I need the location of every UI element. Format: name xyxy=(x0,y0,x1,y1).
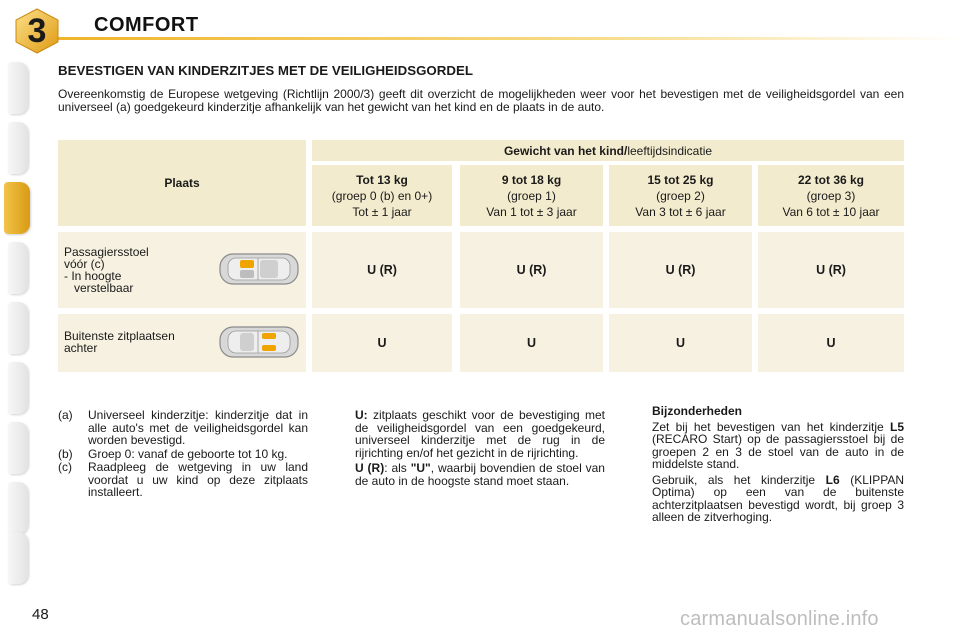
weight-header-normal: leeftijdsindicatie xyxy=(627,143,713,158)
weight-group: (groep 2) xyxy=(656,188,705,203)
chapter-badge xyxy=(14,8,60,54)
page-number: 48 xyxy=(32,606,49,623)
chapter-tab xyxy=(8,362,28,414)
row-label-line: Buitenste zitplaatsen xyxy=(64,329,175,343)
footnote-text: Groep 0: vanaf de geboorte tot 10 kg. xyxy=(88,446,288,461)
row-label-line: Passagiersstoel xyxy=(64,245,149,259)
particulars-term: L6 xyxy=(825,472,840,487)
chapter-tab xyxy=(8,302,28,354)
age-range: Tot ± 1 jaar xyxy=(352,204,412,219)
legend xyxy=(355,409,605,490)
footnote-text: Raadpleeg de wetgeving in uw land voordat u uw kind op deze zitplaats installeert. xyxy=(88,460,308,499)
car-seat-front-icon xyxy=(218,250,300,288)
watermark: carmanualsonline.info xyxy=(680,608,879,630)
row-label-line: achter xyxy=(64,341,98,355)
row-label xyxy=(64,246,149,294)
particulars xyxy=(652,405,904,527)
footnote xyxy=(58,448,308,461)
legend-term: U (R) xyxy=(355,461,385,475)
row-label-cell xyxy=(58,232,306,308)
age-range: Van 3 tot ± 6 jaar xyxy=(635,204,726,219)
table-cell xyxy=(758,314,904,372)
compatibility-value: U (R) xyxy=(665,263,696,277)
chapter-tab-active xyxy=(4,182,30,234)
chapter-tab xyxy=(8,122,28,174)
chapter-tab xyxy=(8,242,28,294)
particulars-text: (RECARO Start) op de passagiersstoel bij de groepen 2 en 3 de stoel van de auto in de middelste stand. xyxy=(652,432,904,471)
row-label-line: vóór (c) xyxy=(64,257,105,271)
legend-text: zitplaats geschikt voor de bevestiging met de veiligheidsgordel van een goedgekeurd, universeel kinderzitje met de rug in de rijrichting en/of het gezicht in de rijrichting. xyxy=(355,408,605,460)
place-header-cell xyxy=(58,140,306,226)
legend-text: : als xyxy=(384,461,411,475)
particulars-paragraph xyxy=(652,474,904,524)
footnote-text: Universeel kinderzitje: kinderzitje dat in alle auto's met de veiligheidsgordel kan worden bevestigd. xyxy=(88,408,308,447)
legend-term: U: xyxy=(355,408,368,422)
table-cell xyxy=(312,232,452,308)
car-seat-rear-icon xyxy=(218,323,300,361)
particulars-text: Zet bij het bevestigen van het kinderzitje xyxy=(652,419,890,434)
compatibility-value: U xyxy=(826,336,836,350)
age-range: Van 6 tot ± 10 jaar xyxy=(782,204,880,219)
page-title: COMFORT xyxy=(94,14,199,36)
compatibility-value: U xyxy=(526,336,537,350)
weight-range: 9 tot 18 kg xyxy=(501,172,562,187)
compatibility-value: U xyxy=(377,336,387,350)
intro-paragraph: Overeenkomstig de Europese wetgeving (Richtlijn 2000/3) geeft dit overzicht de mogelijkheden weer voor het bevestigen met de veiligheidsgordel van een universeel (a) goedgekeurd kinderzitje afhankelijk van het gewicht van het kind en de plaats in de auto. xyxy=(58,87,904,114)
legend-term: "U" xyxy=(410,461,431,475)
footnotes xyxy=(58,409,308,500)
weight-column-header xyxy=(609,165,752,226)
table-cell xyxy=(460,314,603,372)
weight-range: 22 tot 36 kg xyxy=(797,172,865,187)
footnote-label: (b) xyxy=(58,446,73,461)
weight-column-header xyxy=(312,165,452,226)
row-label-cell xyxy=(58,314,306,372)
particulars-text: Gebruik, als het kinderzitje xyxy=(652,472,826,487)
row-label-line: - In hoogte xyxy=(64,269,122,283)
weight-group: (groep 1) xyxy=(507,188,556,203)
weight-column-header xyxy=(758,165,904,226)
footnote xyxy=(58,409,308,447)
weight-range: 15 tot 25 kg xyxy=(647,172,714,187)
footnote xyxy=(58,461,308,499)
particulars-paragraph xyxy=(652,421,904,471)
compatibility-value: U xyxy=(675,336,686,350)
compatibility-value: U (R) xyxy=(816,263,846,277)
weight-range: Tot 13 kg xyxy=(356,172,408,187)
table-cell xyxy=(460,232,603,308)
place-header: Plaats xyxy=(164,176,200,190)
weight-header-cell xyxy=(312,140,904,161)
particulars-text: (KLIPPAN Optima) op een van de buitenste achterzitplaatsen bevestigd wordt, bij groep 3 alleen de zitverhoging. xyxy=(652,472,904,524)
table-cell xyxy=(758,232,904,308)
chapter-number: 3 xyxy=(27,12,47,50)
table-cell xyxy=(609,314,752,372)
legend-text: , waarbij bovendien de stoel van de auto in de hoogste stand moet staan. xyxy=(355,461,605,488)
header-rule xyxy=(56,37,960,40)
legend-item xyxy=(355,462,605,487)
compatibility-value: U (R) xyxy=(367,263,397,277)
weight-column-header xyxy=(460,165,603,226)
chapter-tab-strip xyxy=(0,62,36,582)
legend-item xyxy=(355,409,605,459)
table-cell xyxy=(312,314,452,372)
compatibility-value: U (R) xyxy=(516,263,547,277)
chapter-tab xyxy=(8,482,28,534)
particulars-heading: Bijzonderheden xyxy=(652,404,743,418)
particulars-term: L5 xyxy=(889,419,904,434)
weight-header-bold: Gewicht van het kind/ xyxy=(503,143,628,158)
table-cell xyxy=(609,232,752,308)
footnote-label: (a) xyxy=(58,408,73,422)
section-heading: BEVESTIGEN VAN KINDERZITJES MET DE VEILIGHEIDSGORDEL xyxy=(58,63,473,78)
chapter-tab xyxy=(8,62,28,114)
footnote-label: (c) xyxy=(58,460,72,474)
chapter-tab xyxy=(8,532,28,584)
row-label-line: verstelbaar xyxy=(64,281,134,295)
weight-group: (groep 0 (b) en 0+) xyxy=(331,188,433,203)
row-label xyxy=(64,330,175,354)
weight-group: (groep 3) xyxy=(806,188,856,203)
chapter-tab xyxy=(8,422,28,474)
age-range: Van 1 tot ± 3 jaar xyxy=(486,204,577,219)
